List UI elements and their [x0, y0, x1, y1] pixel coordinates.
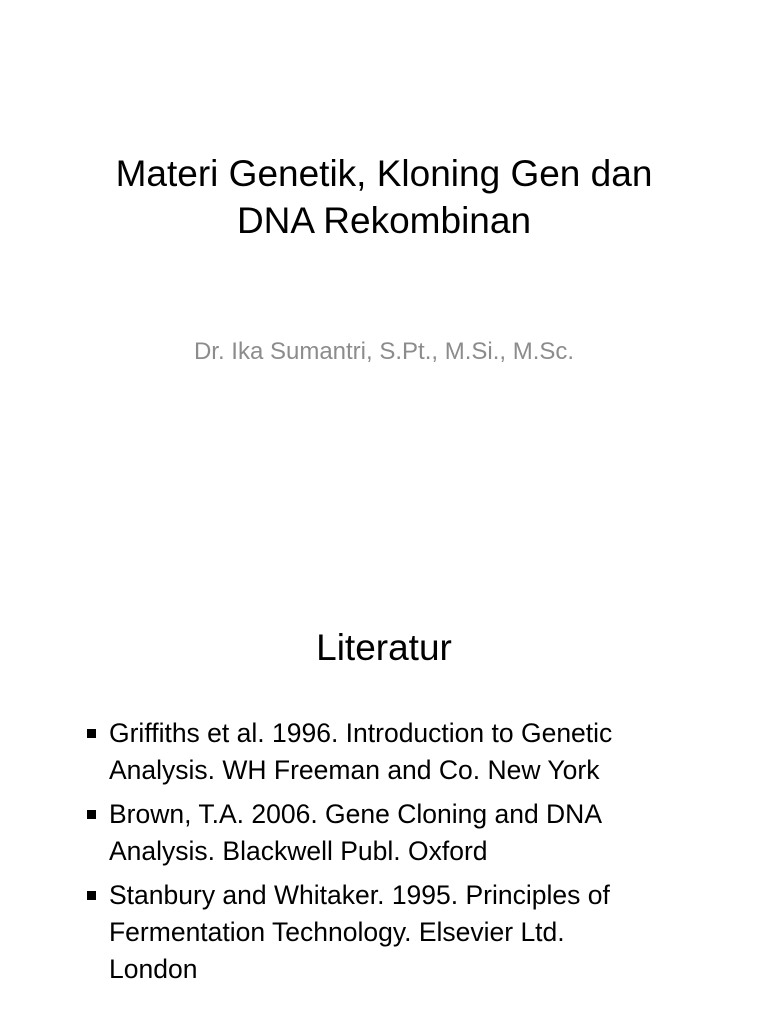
- slide-title: [40, 150, 728, 244]
- slide-subtitle-author: Dr. Ika Sumantri, S.Pt., M.Si., M.Sc.: [193, 338, 575, 365]
- slide-title-line: Materi Genetik, Kloning Gen dan: [115, 153, 653, 194]
- reference-item: [86, 796, 746, 870]
- reference-line: Analysis. WH Freeman and Co. New York: [109, 755, 600, 785]
- reference-item: [86, 715, 746, 789]
- square-bullet-icon: [87, 810, 96, 819]
- reference-line: Brown, T.A. 2006. Gene Cloning and DNA: [109, 799, 602, 829]
- square-bullet-icon: [87, 729, 96, 738]
- reference-item: [86, 877, 746, 988]
- slide-title-line: DNA Rekombinan: [236, 200, 532, 241]
- reference-line: Fermentation Technology. Elsevier Ltd.: [109, 917, 565, 947]
- reference-list: [86, 715, 746, 995]
- section-heading: Literatur: [316, 627, 452, 668]
- reference-line: Analysis. Blackwell Publ. Oxford: [109, 836, 488, 866]
- square-bullet-icon: [87, 891, 96, 900]
- reference-line: London: [109, 954, 198, 984]
- reference-line: Griffiths et al. 1996. Introduction to Genetic: [109, 718, 613, 748]
- reference-line: Stanbury and Whitaker. 1995. Principles of: [109, 880, 610, 910]
- literature-slide: [0, 512, 768, 1024]
